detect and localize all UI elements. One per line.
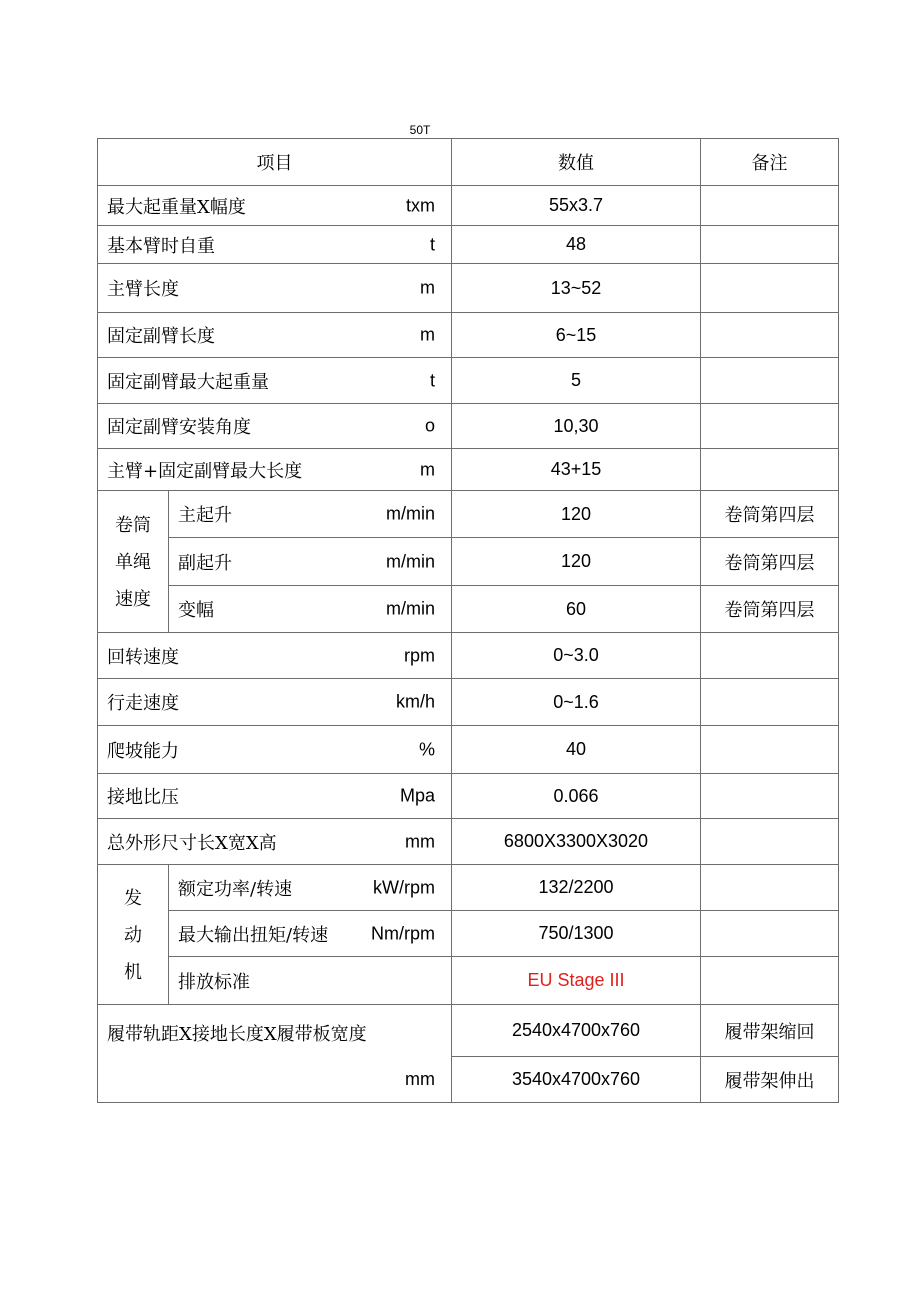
row-item [98, 774, 452, 819]
table-row [98, 538, 839, 586]
table-row [98, 679, 839, 726]
row-note [701, 911, 839, 957]
row-note [701, 819, 839, 865]
document-title: 50T [409, 123, 431, 137]
row-item [169, 957, 452, 1005]
row-note [701, 226, 839, 264]
row-item [169, 911, 452, 957]
row-item [98, 449, 452, 491]
engine-group-text: 发 动 机 [124, 888, 142, 983]
row-note [701, 404, 839, 449]
table-row [98, 358, 839, 404]
row-value: 10,30 [452, 404, 701, 449]
row-note [701, 313, 839, 358]
row-item [98, 633, 452, 679]
row-unit: rpm [404, 645, 435, 665]
table-row [98, 1005, 839, 1057]
row-name: 主臂+固定副臂最大长度 [107, 460, 303, 482]
row-value: 132/2200 [452, 865, 701, 911]
table-row [98, 226, 839, 264]
row-unit: mm [405, 831, 435, 851]
row-value: 2540x4700x760 [452, 1005, 701, 1057]
header-note: 备注 [701, 139, 839, 186]
row-unit: m [420, 277, 435, 298]
header-item: 项目 [98, 139, 452, 186]
row-name: 固定副臂安装角度 [107, 417, 251, 438]
row-unit: km/h [395, 691, 435, 712]
row-name: 最大起重量X幅度 [107, 196, 246, 218]
row-name: 履带轨距X接地长度X履带板宽度 [107, 1024, 367, 1045]
row-value: 3540x4700x760 [452, 1057, 701, 1103]
row-item [169, 538, 452, 586]
table-row [98, 404, 839, 449]
table-row [98, 491, 839, 538]
row-value: 120 [452, 538, 701, 586]
row-name: 总外形尺寸长X宽X高 [107, 832, 277, 854]
row-item [169, 586, 452, 633]
row-unit: Nm/rpm [371, 923, 435, 943]
row-item [98, 264, 452, 313]
table-row [98, 819, 839, 865]
row-note [701, 358, 839, 404]
header-value: 数值 [452, 139, 701, 186]
row-value: 120 [452, 491, 701, 538]
row-unit: m/min [386, 551, 435, 571]
row-unit: txm [406, 195, 435, 215]
engine-group-label [98, 865, 169, 1005]
row-unit: kW/rpm [373, 877, 435, 897]
row-unit: t [429, 370, 435, 390]
row-name: 变幅 [178, 600, 214, 621]
row-note [701, 186, 839, 226]
row-item [98, 358, 452, 404]
row-unit: m [420, 324, 435, 345]
row-value: 43+15 [452, 449, 701, 491]
row-name: 固定副臂最大起重量 [107, 371, 269, 393]
row-note [701, 633, 839, 679]
row-name: 固定副臂长度 [107, 326, 215, 347]
table-row [98, 633, 839, 679]
row-unit: m/min [386, 598, 435, 619]
table-row [98, 726, 839, 774]
row-name: 主臂长度 [107, 279, 179, 300]
row-name: 爬坡能力 [107, 740, 179, 762]
row-value: 5 [452, 358, 701, 404]
table-row [98, 313, 839, 358]
row-unit: o [424, 415, 435, 436]
row-name: 排放标准 [178, 971, 250, 993]
spec-table [97, 138, 839, 1103]
track-item [98, 1005, 452, 1103]
row-note [701, 957, 839, 1005]
row-note [701, 264, 839, 313]
row-note: 履带架缩回 [701, 1005, 839, 1057]
row-unit: % [418, 739, 435, 759]
table-row [98, 186, 839, 226]
row-unit: m [420, 459, 435, 479]
row-value: 40 [452, 726, 701, 774]
row-name: 接地比压 [107, 787, 179, 808]
table-row [98, 774, 839, 819]
table-row [98, 911, 839, 957]
header-row [98, 139, 839, 186]
row-item [98, 679, 452, 726]
row-value: 13~52 [452, 264, 701, 313]
row-note [701, 449, 839, 491]
row-note: 卷筒第四层 [701, 586, 839, 633]
row-note: 履带架伸出 [701, 1057, 839, 1103]
row-note [701, 726, 839, 774]
winch-group-text: 卷筒 单绳 速度 [115, 515, 151, 610]
row-value: 0~1.6 [452, 679, 701, 726]
row-note: 卷筒第四层 [701, 538, 839, 586]
table-row [98, 957, 839, 1005]
row-note [701, 865, 839, 911]
row-value: 750/1300 [452, 911, 701, 957]
row-name: 主起升 [178, 505, 232, 526]
row-note [701, 679, 839, 726]
row-name: 行走速度 [107, 693, 179, 714]
table-row [98, 449, 839, 491]
row-item [98, 404, 452, 449]
table-row [98, 264, 839, 313]
row-name: 回转速度 [107, 646, 179, 668]
row-item [98, 186, 452, 226]
row-item [169, 491, 452, 538]
row-value: 0.066 [452, 774, 701, 819]
row-item [98, 226, 452, 264]
row-name: 基本臂时自重 [107, 235, 215, 257]
winch-group-label [98, 491, 169, 633]
row-item [98, 726, 452, 774]
row-unit: Mpa [399, 785, 435, 806]
row-unit: t [429, 234, 435, 254]
row-unit: mm [405, 1069, 435, 1089]
row-note [701, 774, 839, 819]
row-value: 0~3.0 [452, 633, 701, 679]
row-value: 48 [452, 226, 701, 264]
row-note: 卷筒第四层 [701, 491, 839, 538]
table-row [98, 586, 839, 633]
row-name: 最大输出扭矩/转速 [178, 924, 329, 946]
row-item [98, 819, 452, 865]
row-unit: m/min [386, 503, 435, 524]
emission-standard-value: EU Stage III [452, 957, 701, 1005]
row-value: 6800X3300X3020 [452, 819, 701, 865]
table-row [98, 865, 839, 911]
row-name: 副起升 [178, 552, 232, 574]
row-value: 60 [452, 586, 701, 633]
row-name: 额定功率/转速 [178, 878, 293, 900]
row-value: 55x3.7 [452, 186, 701, 226]
row-item [169, 865, 452, 911]
row-item [98, 313, 452, 358]
row-value: 6~15 [452, 313, 701, 358]
